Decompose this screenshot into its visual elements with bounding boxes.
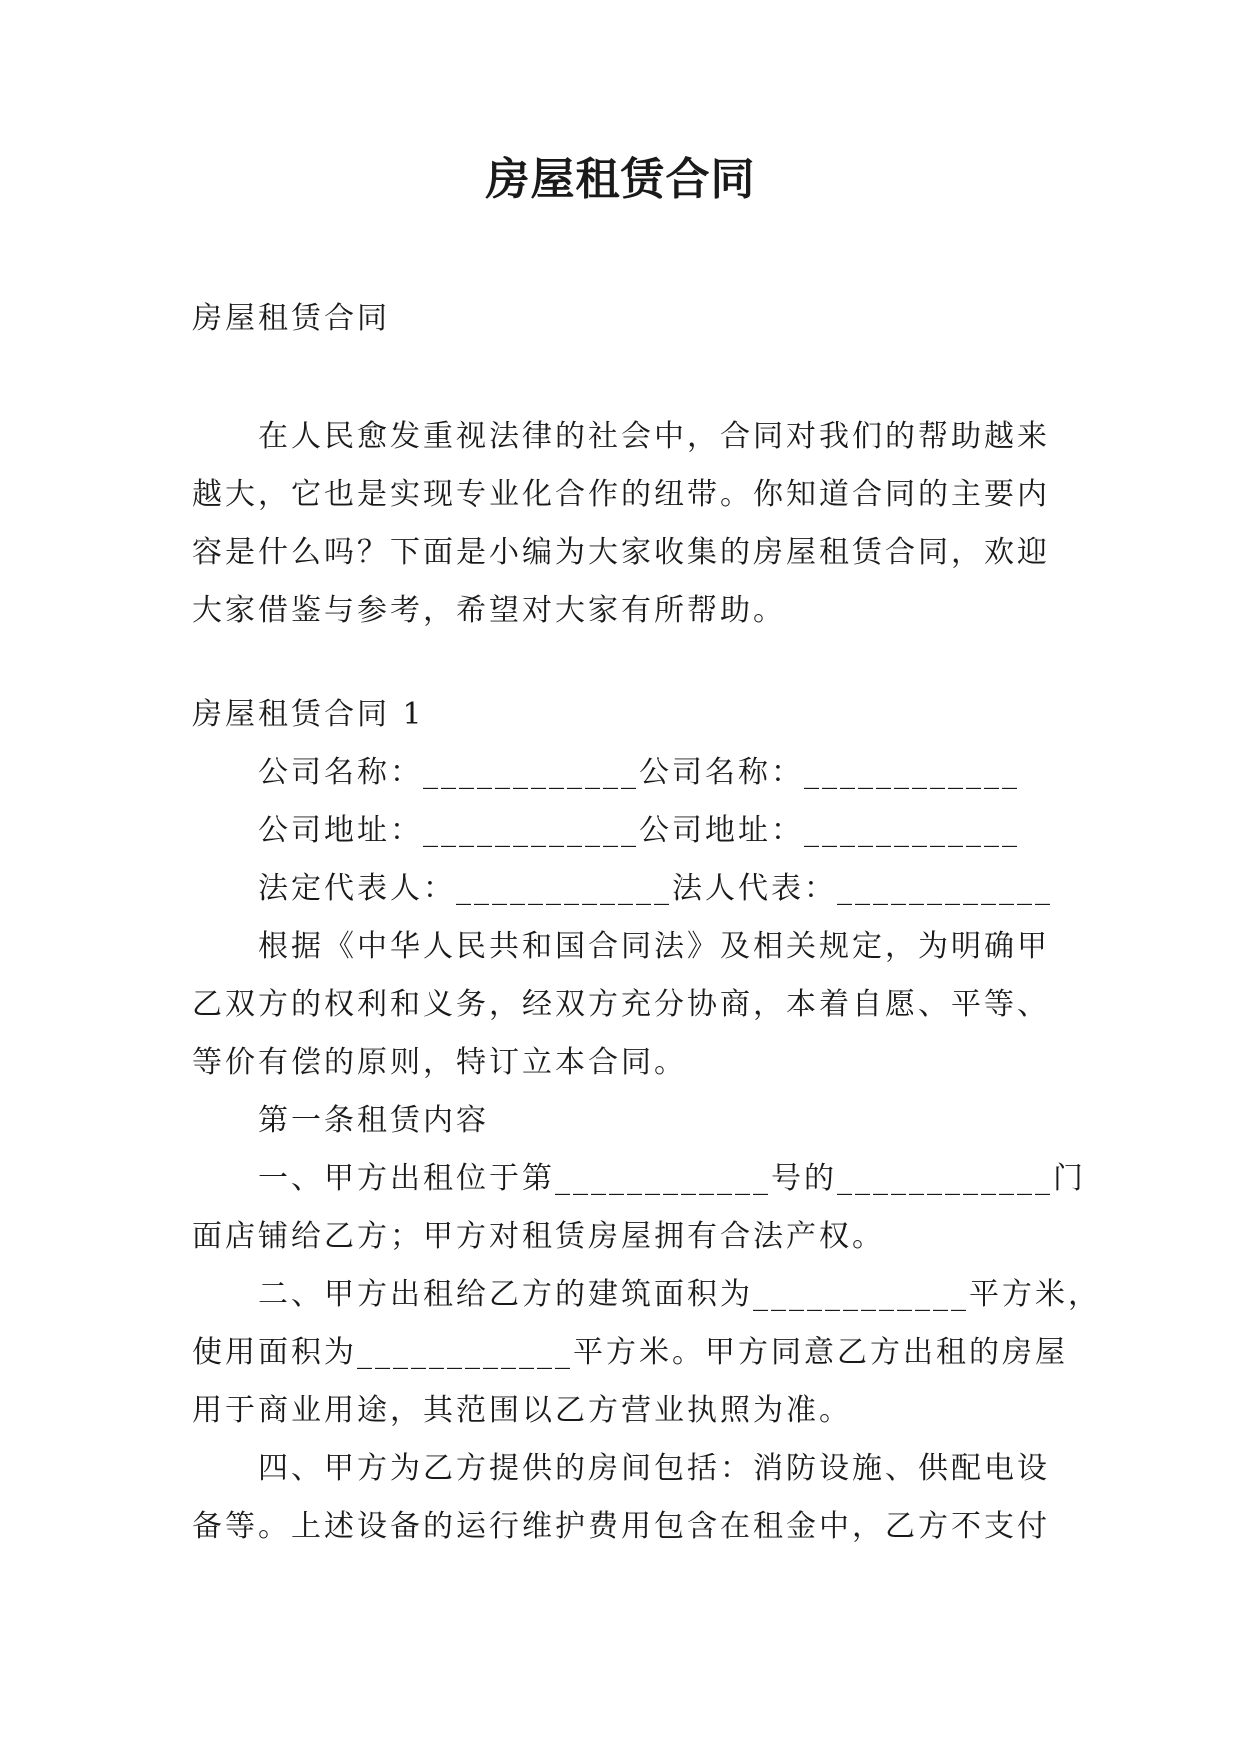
preamble-line: 等价有偿的原则，特订立本合同。	[192, 1045, 687, 1080]
clause-line: 一、甲方出租位于第____________号的____________门	[258, 1161, 1086, 1196]
document-body	[192, 290, 1101, 1556]
party-company-name: 公司名称：____________公司名称：____________	[258, 755, 1020, 790]
preamble-line: 乙双方的权利和义务，经双方充分协商，本着自愿、平等、	[192, 987, 1050, 1022]
clause-line: 备等。上述设备的运行维护费用包含在租金中，乙方不支付	[192, 1509, 1050, 1544]
intro-paragraph	[192, 408, 1072, 640]
preamble-line: 根据《中华人民共和国合同法》及相关规定，为明确甲	[258, 929, 1050, 964]
section-title: 房屋租赁合同 1	[192, 697, 425, 732]
intro-line: 在人民愈发重视法律的社会中，合同对我们的帮助越来	[258, 419, 1050, 454]
document-title: 房屋租赁合同	[485, 154, 756, 205]
clause-line: 二、甲方出租给乙方的建筑面积为____________平方米，	[258, 1277, 1101, 1312]
clause-line: 面店铺给乙方；甲方对租赁房屋拥有合法产权。	[192, 1219, 885, 1254]
clause-four	[192, 1440, 1072, 1556]
clause-two	[192, 1266, 1101, 1440]
intro-line: 大家借鉴与参考，希望对大家有所帮助。	[192, 593, 786, 628]
clause-line: 用于商业用途，其范围以乙方营业执照为准。	[192, 1393, 852, 1428]
clause-line: 使用面积为____________平方米。甲方同意乙方出租的房屋	[192, 1335, 1068, 1370]
document-subtitle: 房屋租赁合同	[192, 301, 390, 336]
clause-one	[192, 1150, 1086, 1266]
article-one-heading: 第一条租赁内容	[258, 1103, 489, 1138]
preamble-paragraph	[192, 918, 1072, 1092]
intro-line: 越大，它也是实现专业化合作的纽带。你知道合同的主要内	[192, 477, 1050, 512]
party-legal-representative: 法定代表人：____________法人代表：____________	[258, 871, 1053, 906]
intro-line: 容是什么吗？下面是小编为大家收集的房屋租赁合同，欢迎	[192, 535, 1050, 570]
party-company-address: 公司地址：____________公司地址：____________	[258, 813, 1020, 848]
clause-line: 四、甲方为乙方提供的房间包括：消防设施、供配电设	[258, 1451, 1050, 1486]
parties-block	[192, 744, 1072, 918]
